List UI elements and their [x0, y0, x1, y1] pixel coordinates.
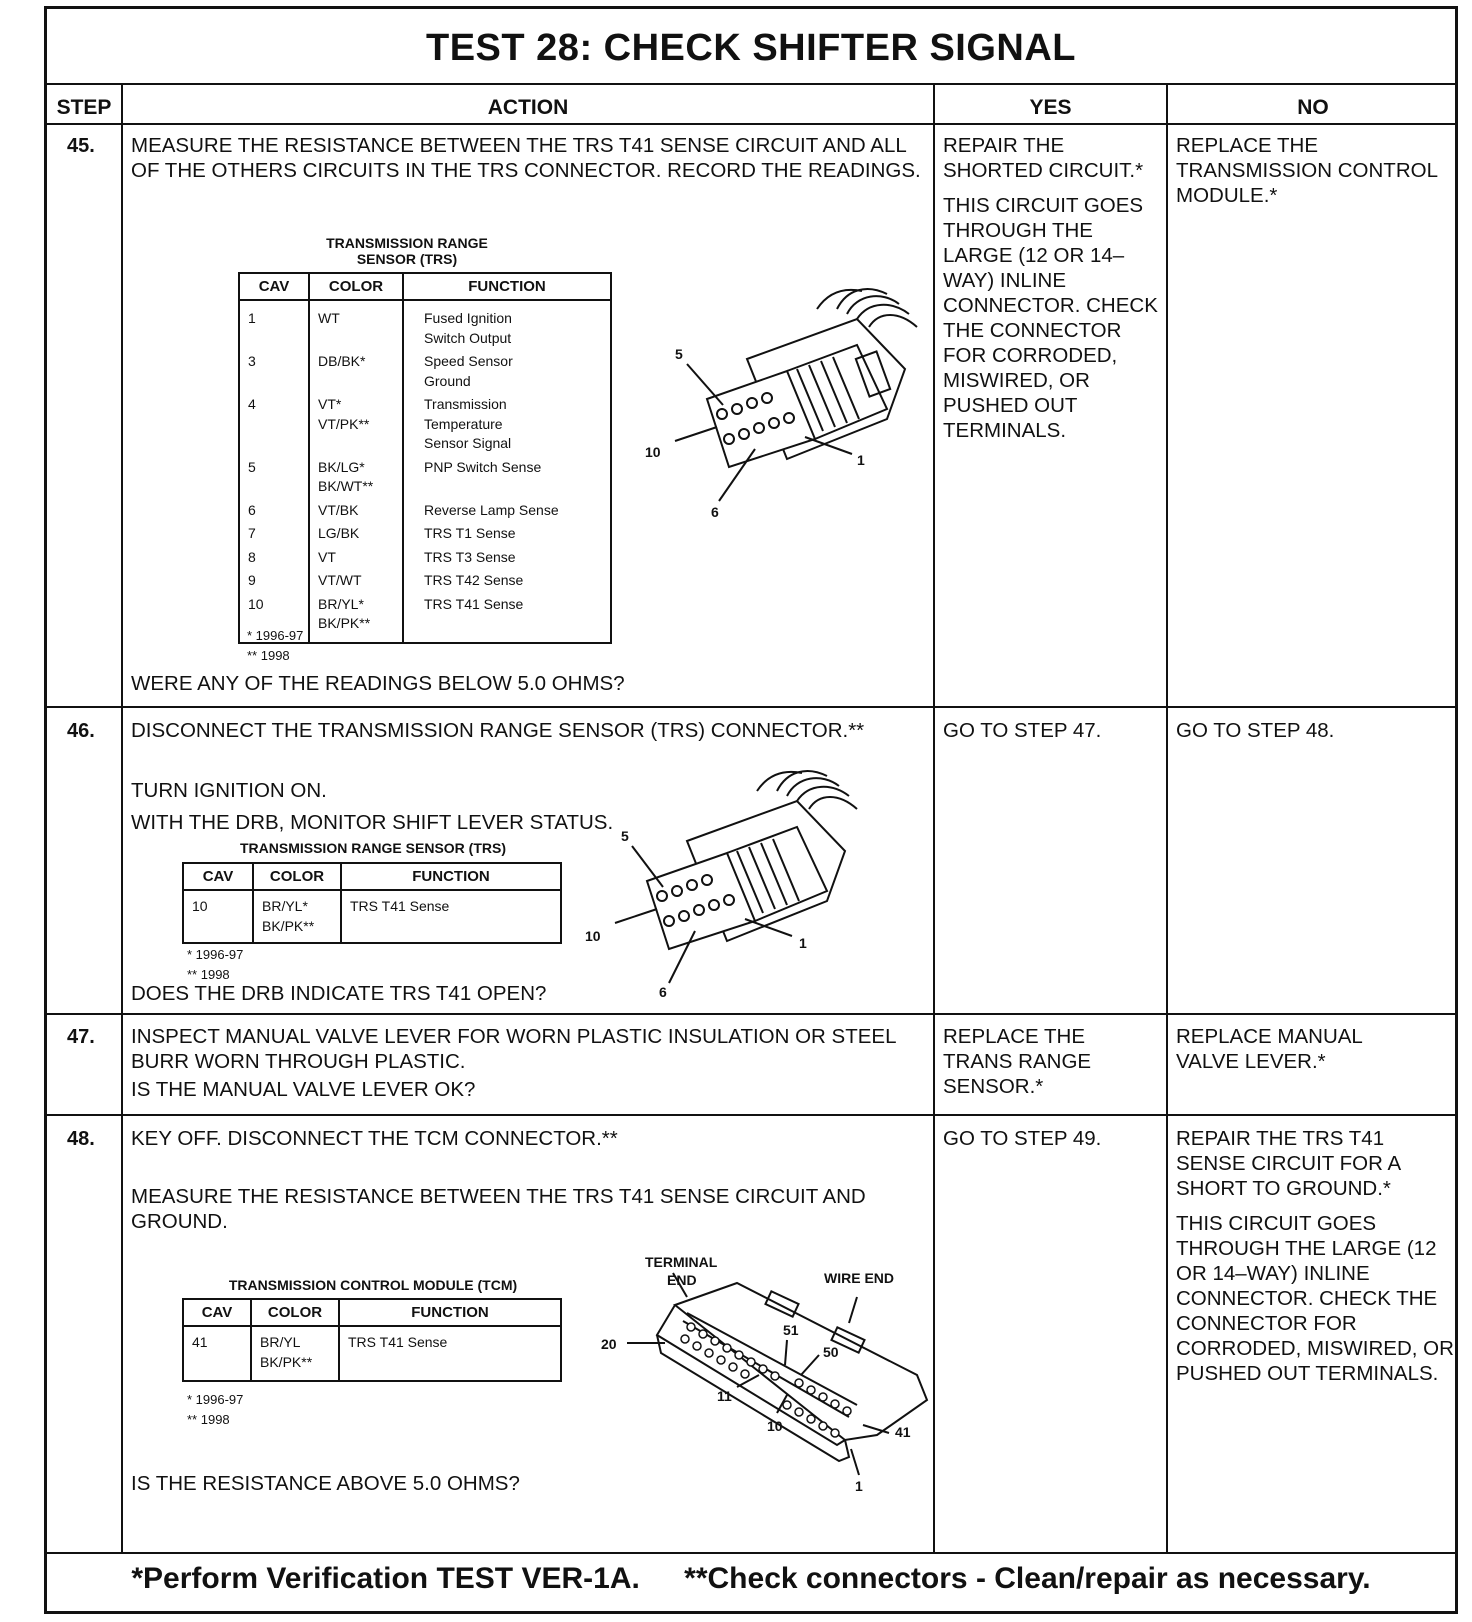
cell-color: BR/YL* BK/PK** [309, 593, 403, 643]
pin-label: 41 [895, 1424, 911, 1440]
col-cav: CAV [183, 863, 253, 890]
col-color: COLOR [253, 863, 341, 890]
cell-color: BK/LG* BK/WT** [309, 456, 403, 499]
step-action: TURN IGNITION ON. [131, 779, 327, 802]
footnote-line: ** 1998 [247, 648, 290, 663]
no-text: GO TO STEP 48. [1176, 719, 1335, 742]
step-action: KEY OFF. DISCONNECT THE TCM CONNECTOR.** [131, 1127, 618, 1150]
cell-color: VT [309, 546, 403, 570]
step-action: MEASURE THE RESISTANCE BETWEEN THE TRS T41 SENSE CIRCUIT AND GROUND. [131, 1185, 866, 1233]
divider [933, 83, 935, 1552]
step-number: 46. [67, 720, 95, 742]
cell-function: Speed Sensor Ground [424, 353, 513, 389]
cell-color: VT* VT/PK** [309, 393, 403, 456]
pin-label: 6 [659, 984, 667, 1000]
cell-function: Fused Ignition Switch Output [424, 310, 512, 346]
table-caption: TRANSMISSION RANGE SENSOR (TRS) [239, 840, 506, 856]
trs-connector-diagram [577, 761, 877, 1001]
cell-cav: 4 [239, 393, 309, 456]
trs-table [238, 272, 612, 644]
footer-left: *Perform Verification TEST VER-1A. [131, 1562, 640, 1595]
col-function: FUNCTION [341, 863, 561, 890]
cell-cav: 8 [239, 546, 309, 570]
pin-label: 20 [601, 1336, 617, 1352]
trs-connector-diagram [637, 279, 927, 529]
pin-label: 1 [857, 452, 865, 468]
divider [47, 83, 1455, 85]
caption-line: TRANSMISSION RANGE [326, 235, 488, 251]
divider [47, 1013, 1455, 1015]
footnote-line: * 1996-97 [247, 628, 304, 643]
cell-function: TRS T41 Sense [348, 1334, 448, 1350]
cell-color: DB/BK* [309, 350, 403, 393]
step-number: 45. [67, 135, 95, 157]
no-text: REPAIR THE TRS T41 SENSE CIRCUIT FOR A SHORT TO GROUND.* THIS CIRCUIT GOES THROUGH THE LARGE (12 OR 14–WAY) INLINE CONNECTOR. CHECK THE CONNECTOR FOR CORRODED, MISWIRED, OR PUSHED OUT TERMINALS. [1176, 1127, 1454, 1385]
step-number: 48. [67, 1128, 95, 1150]
footnote [187, 945, 243, 985]
step-question: DOES THE DRB INDICATE TRS T41 OPEN? [131, 982, 547, 1005]
diagram-label: TERMINAL [645, 1254, 718, 1270]
pin-label: 10 [767, 1418, 783, 1434]
footnote [247, 626, 303, 666]
cell-color: VT/WT [309, 569, 403, 593]
col-cav: CAV [239, 273, 309, 300]
cell-cav: 1 [239, 300, 309, 350]
cell-cav: 10 [183, 890, 253, 943]
table-caption [237, 235, 577, 267]
divider [47, 1114, 1455, 1116]
pin-label: 11 [717, 1388, 732, 1404]
footnote-line: * 1996-97 [187, 947, 244, 962]
divider [47, 123, 1455, 125]
cell-color: WT [309, 300, 403, 350]
step-action: INSPECT MANUAL VALVE LEVER FOR WORN PLASTIC INSULATION OR STEEL BURR WORN THROUGH PLASTIC. [131, 1025, 896, 1073]
yes-text: REPAIR THE SHORTED CIRCUIT.* THIS CIRCUIT GOES THROUGH THE LARGE (12 OR 14–WAY) INLINE CONNECTOR. CHECK THE CONNECTOR FOR CORRODED, MISWIRED, OR PUSHED OUT TERMINALS. [943, 134, 1158, 442]
cell-cav: 41 [183, 1326, 251, 1381]
footer-note [47, 1551, 1455, 1611]
header-yes: YES [1029, 96, 1072, 119]
cell-function: TRS T42 Sense [424, 572, 524, 588]
cell-color: LG/BK [309, 522, 403, 546]
yes-text: REPLACE THE TRANS RANGE SENSOR.* [943, 1025, 1092, 1098]
header-action: ACTION [487, 96, 569, 119]
pin-label: 5 [621, 828, 629, 844]
step-number: 47. [67, 1026, 95, 1048]
cell-color: BR/YL* BK/PK** [253, 890, 341, 943]
no-text: REPLACE MANUAL VALVE LEVER.* [1176, 1025, 1363, 1073]
cell-cav: 7 [239, 522, 309, 546]
tcm-table [182, 1298, 562, 1382]
cell-color: VT/BK [309, 499, 403, 523]
cell-function: TRS T3 Sense [424, 548, 516, 565]
pin-label: 5 [675, 346, 683, 362]
footnote [187, 1390, 243, 1430]
page-title: TEST 28: CHECK SHIFTER SIGNAL [426, 27, 1076, 69]
col-color: COLOR [251, 1299, 339, 1326]
yes-text: GO TO STEP 49. [943, 1127, 1102, 1150]
pin-label: 1 [855, 1478, 863, 1494]
step-question: WERE ANY OF THE READINGS BELOW 5.0 OHMS? [131, 672, 625, 695]
footnote-line: ** 1998 [187, 1412, 230, 1427]
cell-cav: 3 [239, 350, 309, 393]
pin-label: 1 [799, 935, 807, 951]
col-function: FUNCTION [339, 1299, 561, 1326]
footer-right: **Check connectors - Clean/repair as necessary. [684, 1562, 1371, 1595]
pin-label: 10 [645, 444, 661, 460]
diagram-label: WIRE END [824, 1270, 894, 1286]
footnote-line: ** 1998 [187, 967, 230, 982]
step-action: WITH THE DRB, MONITOR SHIFT LEVER STATUS. [131, 811, 614, 834]
header-step: STEP [56, 96, 112, 119]
step-action: DISCONNECT THE TRANSMISSION RANGE SENSOR (TRS) CONNECTOR.** [131, 719, 865, 742]
col-function: FUNCTION [403, 273, 611, 300]
no-text: REPLACE THE TRANSMISSION CONTROL MODULE.* [1176, 134, 1438, 207]
table-caption: TRANSMISSION CONTROL MODULE (TCM) [228, 1277, 518, 1293]
cell-color: BR/YL BK/PK** [251, 1326, 339, 1381]
divider [1166, 83, 1168, 1552]
col-color: COLOR [309, 273, 403, 300]
cell-function: Reverse Lamp Sense [424, 501, 559, 518]
step-action: MEASURE THE RESISTANCE BETWEEN THE TRS T41 SENSE CIRCUIT AND ALL OF THE OTHERS CIRCUITS IN THE TRS CONNECTOR. RECORD THE READINGS. [131, 134, 921, 182]
pin-label: 6 [711, 504, 719, 520]
cell-function: Transmission Temperature Sensor Signal [424, 396, 512, 451]
header-no: NO [1297, 96, 1329, 119]
cell-function: PNP Switch Sense [424, 458, 542, 475]
col-cav: CAV [183, 1299, 251, 1326]
cell-cav: 6 [239, 499, 309, 523]
trs-table [182, 862, 562, 944]
cell-cav: 10 [239, 593, 309, 643]
diagram-label: END [667, 1272, 697, 1288]
cell-cav: 9 [239, 569, 309, 593]
pin-label: 10 [585, 928, 601, 944]
step-question: IS THE RESISTANCE ABOVE 5.0 OHMS? [131, 1472, 520, 1495]
cell-function: TRS T1 Sense [424, 525, 516, 541]
cell-cav: 5 [239, 456, 309, 499]
test-sheet [44, 6, 1458, 1614]
yes-text: GO TO STEP 47. [943, 719, 1102, 742]
cell-function: TRS T41 Sense [350, 898, 450, 914]
divider [47, 706, 1455, 708]
tcm-connector-diagram [587, 1235, 933, 1497]
caption-line: SENSOR (TRS) [356, 251, 458, 267]
pin-label: 50 [823, 1344, 839, 1360]
pin-label: 51 [783, 1322, 799, 1338]
step-question: IS THE MANUAL VALVE LEVER OK? [131, 1078, 476, 1101]
footnote-line: * 1996-97 [187, 1392, 244, 1407]
divider [121, 83, 123, 1552]
cell-function: TRS T41 Sense [424, 595, 524, 612]
